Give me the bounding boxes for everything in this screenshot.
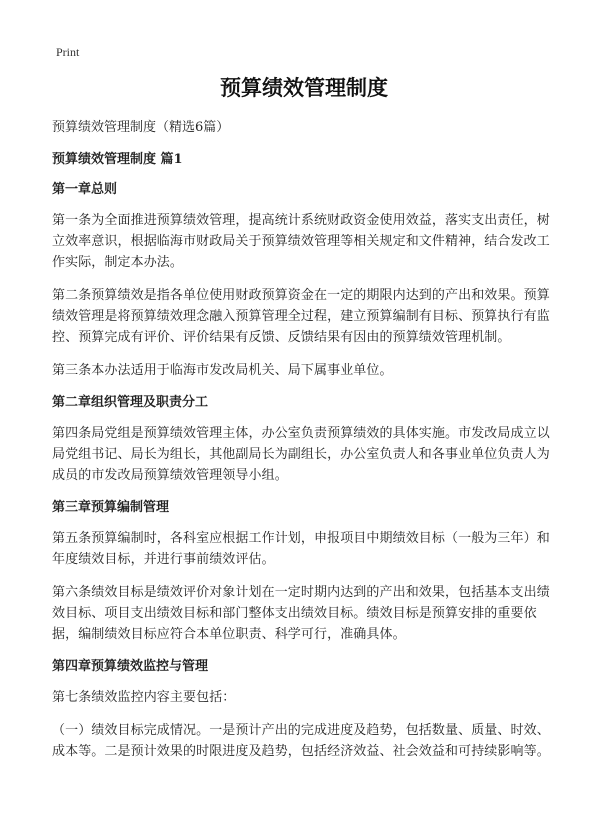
page-title: 预算绩效管理制度 xyxy=(220,76,388,100)
chapter-2-paragraph-1: 第四条局党组是预算绩效管理主体，办公室负责预算绩效的具体实施。市发改局成立以局党组书记、局长为组长，其他副局长为副组长，办公室负责人和各事业单位负责人为成员的市发改局预算绩效管理领导小组。 xyxy=(52,426,550,483)
chapter-2-heading: 第二章组织管理及职责分工 xyxy=(52,395,209,410)
document-subtitle: 预算绩效管理制度（精选6篇） xyxy=(52,120,230,135)
chapter-1-paragraph-1: 第一条为全面推进预算绩效管理，提高统计系统财政资金使用效益，落实支出责任，树立效率意识，根据临海市财政局关于预算绩效管理等相关规定和文件精神，结合发改工作实际，制定本办法。 xyxy=(52,213,550,270)
article-heading: 预算绩效管理制度 篇1 xyxy=(52,152,183,167)
chapter-1-heading: 第一章总则 xyxy=(52,182,118,197)
chapter-3-heading: 第三章预算编制管理 xyxy=(52,500,170,515)
chapter-4-paragraph-1: 第七条绩效监控内容主要包括： xyxy=(52,690,236,705)
chapter-4-paragraph-2: （一）绩效目标完成情况。一是预计产出的完成进度及趋势，包括数量、质量、时效、成本等。二是预计效果的时限进度及趋势，包括经济效益、社会效益和可持续影响等。 xyxy=(52,723,550,759)
chapter-1-paragraph-2: 第二条预算绩效是指各单位使用财政预算资金在一定的期限内达到的产出和效果。预算绩效管理是将预算绩效理念融入预算管理全过程，建立预算编制有目标、预算执行有监控、预算完成有评价、评价结果有反馈、反馈结果有因由的预算绩效管理机制。 xyxy=(52,288,550,345)
chapter-3-paragraph-2: 第六条绩效目标是绩效评价对象计划在一定时期内达到的产出和效果，包括基本支出绩效目标、项目支出绩效目标和部门整体支出绩效目标。绩效目标是预算安排的重要依据，编制绩效目标应符合本单位职责、科学可行，准确具体。 xyxy=(52,585,550,642)
chapter-3-paragraph-1: 第五条预算编制时，各科室应根据工作计划，申报项目中期绩效目标（一般为三年）和年度绩效目标，并进行事前绩效评估。 xyxy=(52,531,550,567)
print-label[interactable]: Print xyxy=(56,45,80,59)
chapter-1-paragraph-3: 第三条本办法适用于临海市发改局机关、局下属事业单位。 xyxy=(52,363,393,378)
chapter-4-heading: 第四章预算绩效监控与管理 xyxy=(52,659,209,674)
